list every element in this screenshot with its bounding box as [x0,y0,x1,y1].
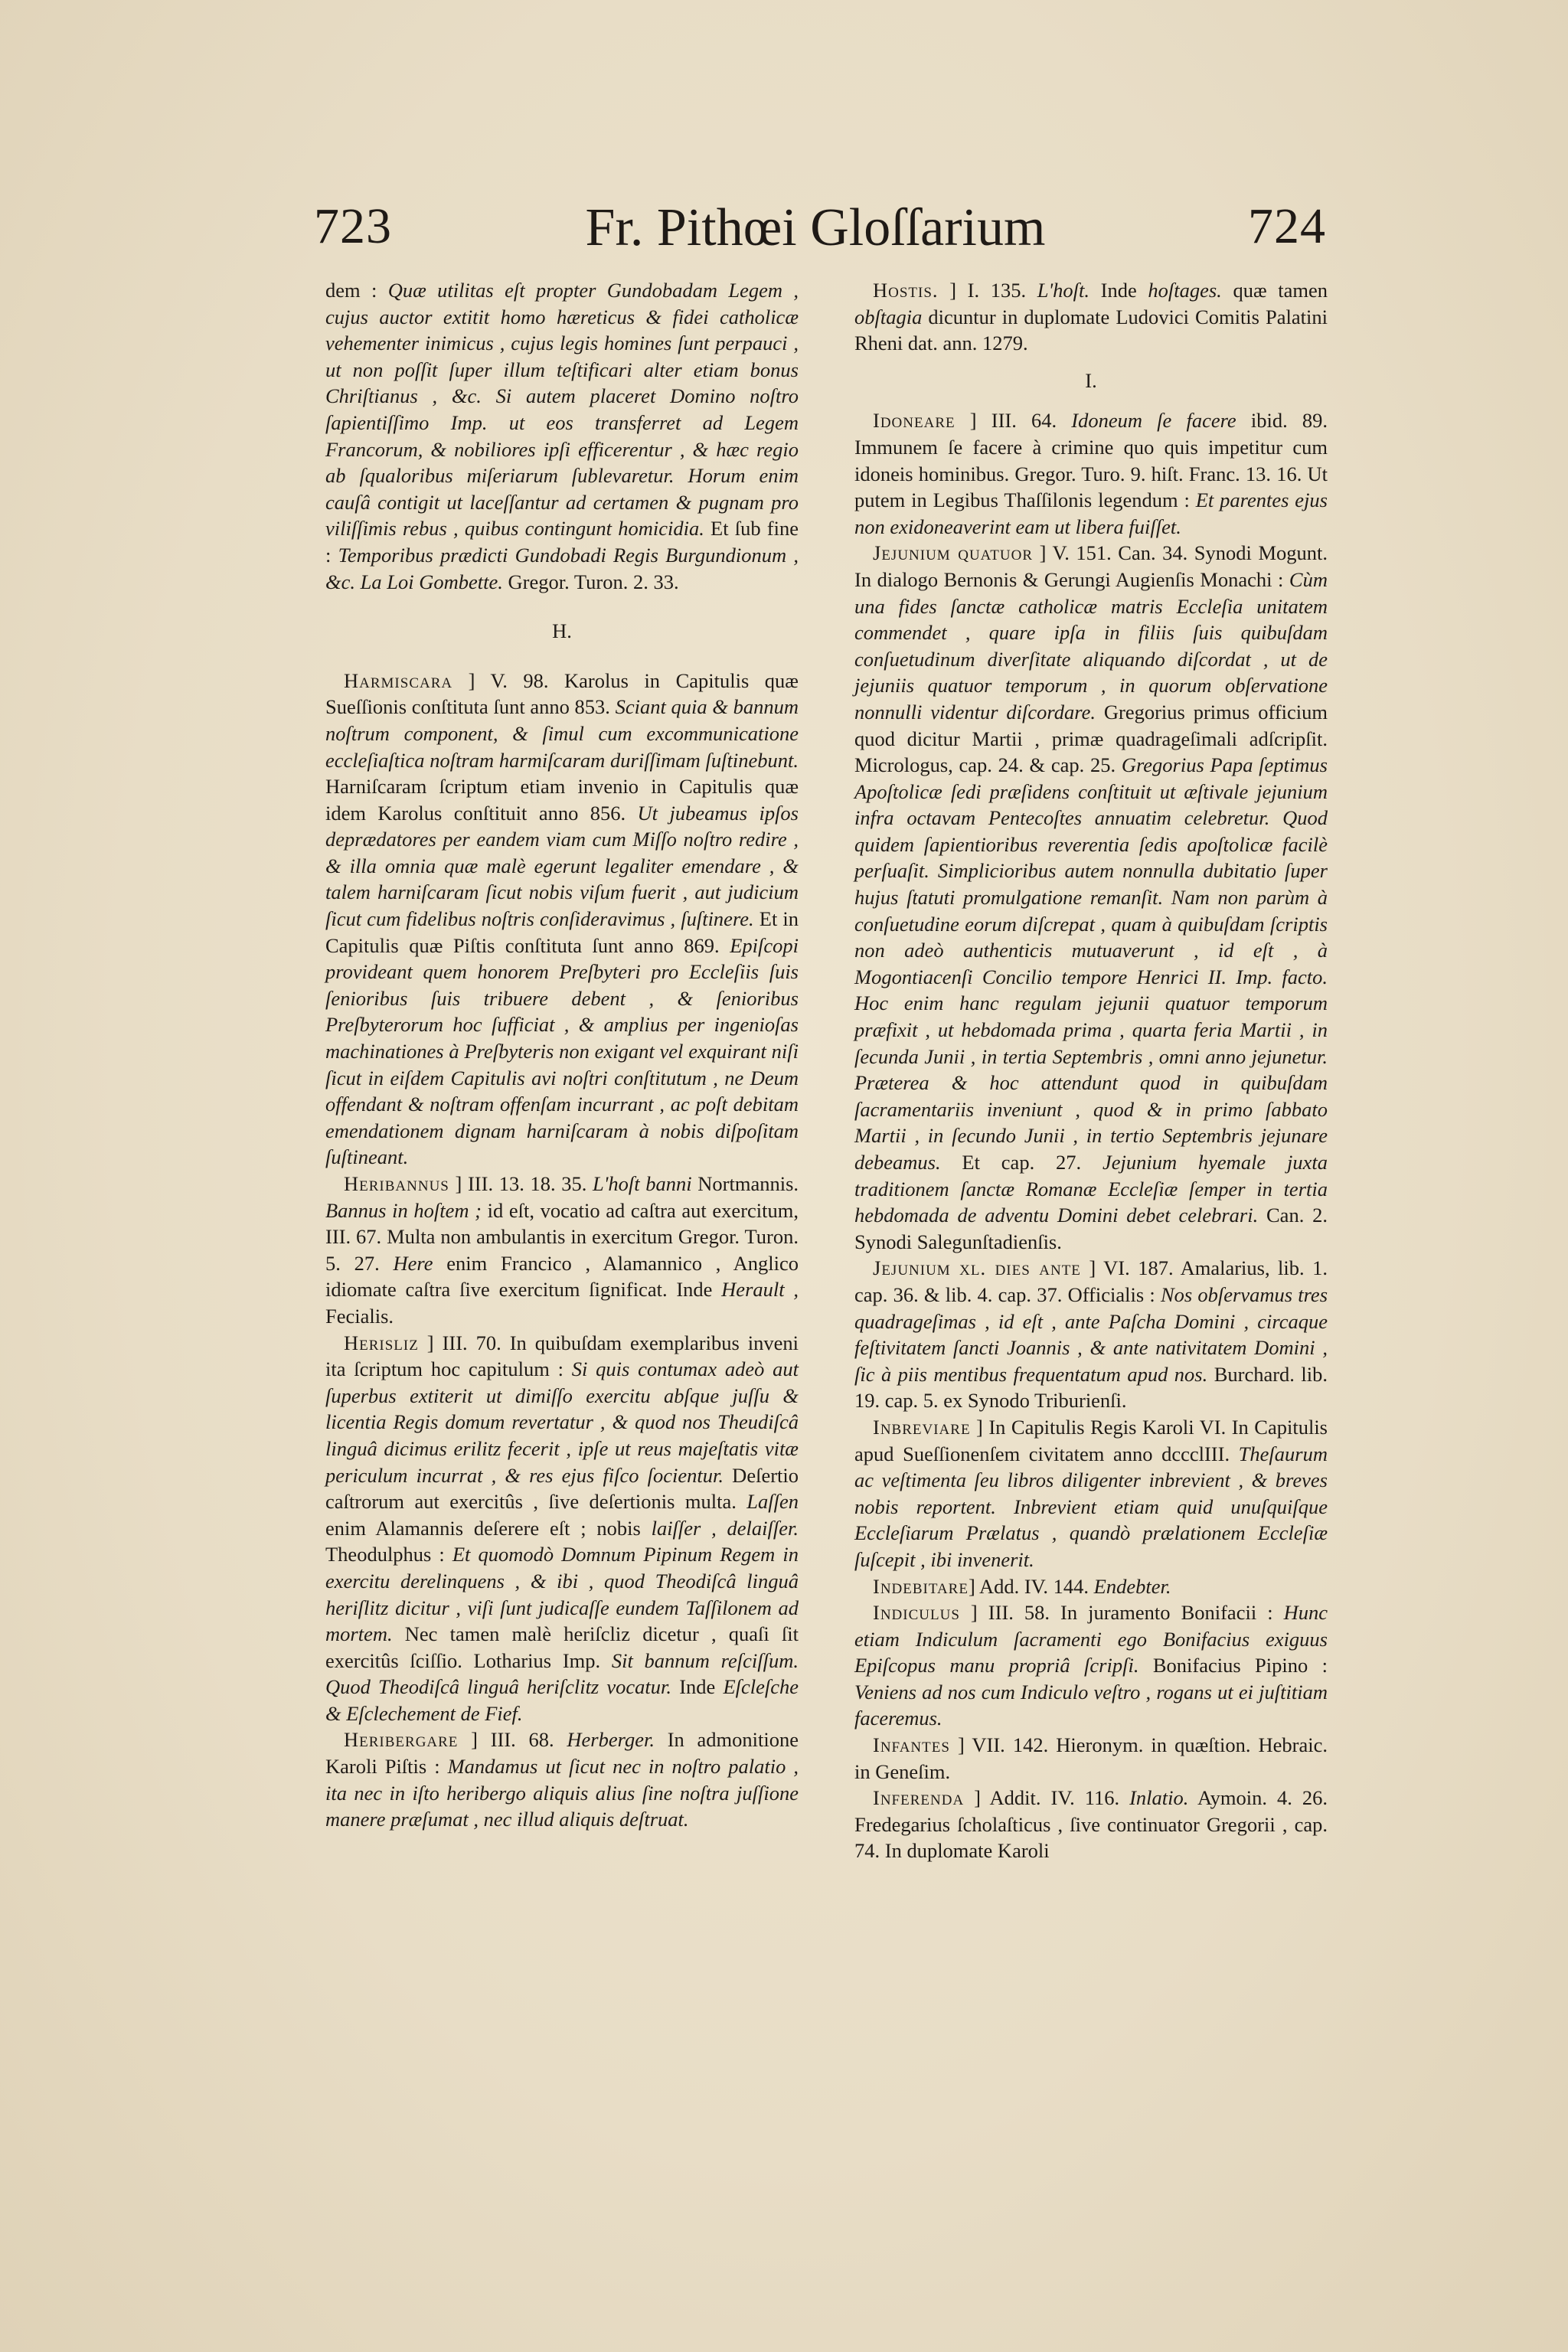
left-column [325,277,799,1833]
entry-headword: Heribannus [344,1172,449,1195]
entry-hostis: Hostis. ] I. 135. L'hoſt. Inde hoſtages. quæ tamen obſtagia dicuntur in duplomate Ludovici Comitis Palatini Rheni dat. ann. 1279. [854,279,1328,355]
running-title: Fr. Pithœi Gloſſarium [585,198,1046,257]
page-number-left: 723 [314,198,392,254]
entry-jejunium-quatuor: Jejunium quatuor ] V. 151. Can. 34. Synodi Mogunt. In dialogo Bernonis & Gerungi Augienſis Monachi : Cùm una fides ſanctæ catholicæ matris Eccleſia unitatem commendet , quare ipſa in filiis ſuis quibuſdam conſuetudinum diverſitate aliquando diſcordat , ut de jejuniis quatuor temporum , in quorum obſervatione nonnulli videntur diſcordare. Gregorius primus officium quod dicitur Martii , primæ quadrageſimali adſcripſit. Micrologus, cap. 24. & cap. 25. Gregorius Papa ſeptimus Apoſtolicæ ſedi præſidens conſtituit ut æſtivale jejunium infra octavam Pentecoſtes annuatim celebretur. Quod quidem ſapientioribus reverentia ſedis apoſtolicæ facilè perſuaſit. Simplicioribus autem nonnulla dubitatio ſuper hujus ſtatuti promulgatione remanſit. Nam non parùm à conſuetudine eorum diſcrepat , quam à quibuſdam ſcriptis non adeò authenticis mutuaverunt , id eſt , à Mogontiacenſi Concilio tempore Henrici II. Imp. facto. Hoc enim hanc regulam jejunii quatuor temporum præfixit , ut hebdomada prima , quarta feria Martii , in ſecunda Junii , in tertia Septembris , omni anno jejunetur. Præterea & hoc attendunt quod in quibuſdam ſacramentariis inveniunt , quod & in primo ſabbato Martii , in ſecundo Junii , in tertio Septembris jejunare debeamus. Et cap. 27. Jejunium hyemale juxta traditionem ſanctæ Romanæ Eccleſiæ ſemper in tertia hebdomada de adventu Domini debet celebrari. Can. 2. Synodi Salegunſtadienſis. [854,541,1328,1253]
section-heading-i: I. [1085,368,1097,392]
entry-headword: Infantes [873,1733,950,1757]
entry-harmiscara: Harmiscara ] V. 98. Karolus in Capitulis quæ Sueſſionis conſtituta ſunt anno 853. Sciant quia & bannum noſtrum component, & ſimul cum excommunicatione eccleſiaſtica noſtram harmiſcaram duriſſimam ſuſtinebunt. Harniſcaram ſcriptum etiam invenio in Capitulis quæ idem Karolus conſtituit anno 856. Ut jubeamus ipſos deprædatores per eandem viam cum Miſſo noſtro redire , & illa omnia quæ malè egerunt legaliter emendare , & talem harniſcaram ſicut nobis viſum fuerit , aut judicium ſicut cum fidelibus noſtris conſideravimus , ſuſtinere. Et in Capitulis quæ Piſtis conſtituta ſunt anno 869. Epiſcopi provideant quem honorem Preſbyteri pro Eccleſiis ſuis ſenioribus ſuis tribuere debent , & ſenioribus Preſbyterorum hoc ſufficiat , & amplius per ingenioſas machinationes à Preſbyteris non exigant vel exquirant niſi ſicut in eiſdem Capitulis avi noſtri conſtitutum , ne Deum offendant & noſtram offenſam incurrant , ac poſt debitam emendationem dignam harniſcaram à nobis diſpoſitam ſuſtineant. [325,668,799,1169]
entry-headword: Inbreviare [873,1415,971,1439]
entry-indiculus: Indiculus ] III. 58. In juramento Bonifacii : Hunc etiam Indiculum ſacramenti ego Bonifacius exiguus Epiſcopus manu propriâ ſcripſi. Bonifacius Pipino : Veniens ad nos cum Indiculo veſtro , rogans ut ei juſtitiam faceremus. [854,1601,1328,1730]
entry-headword: Indiculus [873,1601,960,1625]
section-heading-h: H. [552,619,572,643]
entry-herisliz: Herisliz ] III. 70. In quibuſdam exemplaribus inveni ita ſcriptum hoc capitulum : Si quis contumax adeò aut ſuperbus extiterit ut dimiſſo exercitu abſque juſſu & licentia Regis domum revertatur , & quod nos Theudiſcâ linguâ dicimus erilitz fecerit , ipſe ut reus majeſtatis vitæ periculum incurrat , & res ejus fiſco ſocientur. Deſertio caſtrorum aut exercitûs , ſive deſertionis multa. Laſſen enim Alamannis deſerere eſt ; nobis laiſſer , delaiſſer. Theodulphus : Et quomodò Domnum Pipinum Regem in exercitu derelinquens , & ibi , quod Theodiſcâ linguâ heriſlitz dicitur , viſi ſunt judicaſſe eundem Taſſilonem ad mortem. Nec tamen malè heriſcliz dicetur , quaſi ſit exercitûs ſciſſio. Lotharius Imp. Sit bannum reſciſſum. Quod Theodiſcâ linguâ heriſclitz vocatur. Inde Eſcleſche & Eſclechement de Fief. [325,1331,799,1725]
right-column [854,277,1328,1864]
entry-jejunium-xl: Jejunium xl. dies ante ] VI. 187. Amalarius, lib. 1. cap. 36. & lib. 4. cap. 37. Officialis : Nos obſervamus tres quadrageſimas , id eſt , ante Paſcha Domini , circaque feſtivitatem ſancti Joannis , & ante nativitatem Domini , ſic à piis mentibus frequentatum apud nos. Burchard. lib. 19. cap. 5. ex Synodo Triburienſi. [854,1256,1328,1413]
entry-heribergare: Heribergare ] III. 68. Herberger. In admonitione Karoli Piſtis : Mandamus ut ſicut nec in noſtro palatio , ita nec in iſto heribergo aliquis alius ſine noſtra juſſione manere præſumat , nec illud aliquis deſtruat. [325,1728,799,1831]
entry-headword: Jejunium xl. dies ante [873,1256,1081,1280]
entry-headword: Hostis. [873,279,939,302]
entry-heribannus: Heribannus ] III. 13. 18. 35. L'hoſt banni Nortmannis. Bannus in hoſtem ; id eſt, vocatio ad caſtra aut exercitum, III. 67. Multa non ambulantis in exercitum Gregor. Turon. 5. 27. Here enim Francico , Alamannico , Anglico idiomate caſtra ſive exercitum ſignificat. Inde Herault , Fecialis. [325,1172,799,1328]
entry-headword: Jejunium quatuor [873,541,1034,565]
page-number-right: 724 [1248,198,1326,254]
entry-headword: Indebitare [873,1574,969,1598]
entry-infantes: Infantes ] VII. 142. Hieronym. in quæſtion. Hebraic. in Geneſim. [854,1733,1328,1783]
entry-inbreviare: Inbreviare ] In Capitulis Regis Karoli VI. In Capitulis apud Sueſſionenſem civitatem anno dccclIII. Theſaurum ac veſtimenta ſeu libros diligenter inbrevient , & breves nobis reportent. Inbrevient etiam quid unuſquiſque Eccleſiarum Prælatus , quandò prælationem Eccleſiæ ſuſcepit , ibi invenerit. [854,1415,1328,1571]
continuation-paragraph: dem : Quæ utilitas eſt propter Gundobadam Legem , cujus auctor extitit homo hæreticus & fidei catholicæ vehementer inimicus , cujus legis homines ſunt perpauci , ut non poſſit ſuper illum teſtificari alter etiam bonus Chriſtianus , &c. Si autem placeret Domino noſtro ſapientiſſimo Imp. ut eos transferret ad Legem Francorum, & nobiliores ipſi efficerentur , & hæc regio ab ſqualoribus miſeriarum ſublevaretur. Horum enim cauſâ contigit ut laceſſantur ad certamen & pugnam pro viliſſimis rebus , quibus contingunt homicidia. Et ſub fine : Temporibus prædicti Gundobadi Regis Burgundionum , &c. La Loi Gombette. Gregor. Turon. 2. 33. [325,279,799,593]
entry-idoneare: Idoneare ] III. 64. Idoneum ſe facere ibid. 89. Immunem ſe facere à crimine quo quis impetitur cum idoneis hominibus. Gregor. Turo. 9. hiſt. Franc. 13. 16. Ut putem in Legibus Thaſſilonis legendum : Et parentes ejus non exidoneaverint eam ut libera fuiſſet. [854,409,1328,538]
entry-inferenda: Inferenda ] Addit. IV. 116. Inlatio. Aymoin. 4. 26. Fredegarius ſcholaſticus , ſive continuator Gregorii , cap. 74. In duplomate Karoli [854,1786,1328,1863]
entry-headword: Herisliz [344,1331,419,1354]
entry-headword: Inferenda [873,1786,965,1810]
page-header [299,198,1332,266]
entry-headword: Idoneare [873,409,956,433]
entry-indebitare: Indebitare] Add. IV. 144. Endebter. [873,1574,1171,1598]
entry-headword: Heribergare [344,1728,459,1752]
entry-headword: Harmiscara [344,668,453,692]
